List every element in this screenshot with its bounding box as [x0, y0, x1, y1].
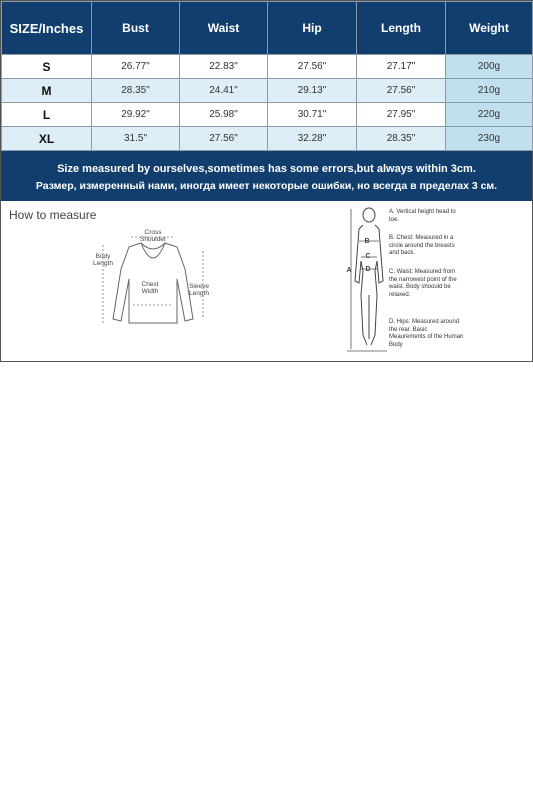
- sleeve-length-label: Sleeve Length: [189, 283, 209, 297]
- length-cell: 28.35": [357, 127, 446, 151]
- weight-cell: 200g: [446, 55, 533, 79]
- weight-cell: 220g: [446, 103, 533, 127]
- size-cell: L: [2, 103, 92, 127]
- size-chart: [0, 0, 533, 362]
- weight-cell: 210g: [446, 79, 533, 103]
- hip-cell: 27.56": [268, 55, 357, 79]
- notice-english: Size measured by ourselves,sometimes has some errors,but always within 3cm.: [57, 163, 476, 175]
- size-table: [1, 1, 533, 151]
- bust-cell: 26.77": [92, 55, 180, 79]
- measurement-notice: [1, 151, 532, 201]
- table-row: [2, 127, 533, 151]
- waist-cell: 24.41": [180, 79, 268, 103]
- bust-cell: 31.5": [92, 127, 180, 151]
- header-length: Length: [357, 2, 446, 55]
- waist-cell: 25.98": [180, 103, 268, 127]
- waist-cell: 22.83": [180, 55, 268, 79]
- marker-d: D: [365, 266, 371, 273]
- cross-shoulder-label: Cross Shoulder: [139, 229, 167, 243]
- body-length-label: Body Length: [93, 253, 113, 267]
- measure-note-d: D. Hips: Measured around the rear. Basic Meaurements of the Human Body: [389, 319, 464, 348]
- table-row: [2, 55, 533, 79]
- length-cell: 27.56": [357, 79, 446, 103]
- header-weight: Weight: [446, 2, 533, 55]
- hip-cell: 29.13": [268, 79, 357, 103]
- waist-cell: 27.56": [180, 127, 268, 151]
- header-waist: Waist: [180, 2, 268, 55]
- table-header-row: [2, 2, 533, 55]
- header-bust: Bust: [92, 2, 180, 55]
- size-cell: S: [2, 55, 92, 79]
- hip-cell: 32.28": [268, 127, 357, 151]
- measure-note-c: C. Waist: Measured from the narrowest point of the waist. Body shoould be relaxed.: [389, 269, 457, 298]
- marker-a: A: [346, 267, 352, 274]
- marker-c: C: [365, 253, 371, 260]
- head-shape: [363, 208, 375, 222]
- measure-note-a: A. Vertical height head to toe.: [389, 209, 456, 223]
- length-cell: 27.17": [357, 55, 446, 79]
- length-cell: 27.95": [357, 103, 446, 127]
- measure-note-b: B. Chest: Measured in a circle around the breasts and back.: [389, 235, 455, 256]
- size-cell: M: [2, 79, 92, 103]
- header-size: SIZE/Inches: [2, 2, 92, 55]
- hip-cell: 30.71": [268, 103, 357, 127]
- marker-b: B: [364, 238, 370, 245]
- how-to-measure-title: How to measure: [9, 208, 97, 222]
- bust-cell: 28.35": [92, 79, 180, 103]
- weight-cell: 230g: [446, 127, 533, 151]
- notice-russian: Размер, измеренный нами, иногда имеет некоторые ошибки, но всегда в пределах 3 см.: [35, 180, 498, 192]
- size-cell: XL: [2, 127, 92, 151]
- chest-width-label: Chest Width: [141, 281, 159, 295]
- table-row: [2, 79, 533, 103]
- bust-cell: 29.92": [92, 103, 180, 127]
- header-hip: Hip: [268, 2, 357, 55]
- table-row: [2, 103, 533, 127]
- body-diagram: [341, 205, 391, 355]
